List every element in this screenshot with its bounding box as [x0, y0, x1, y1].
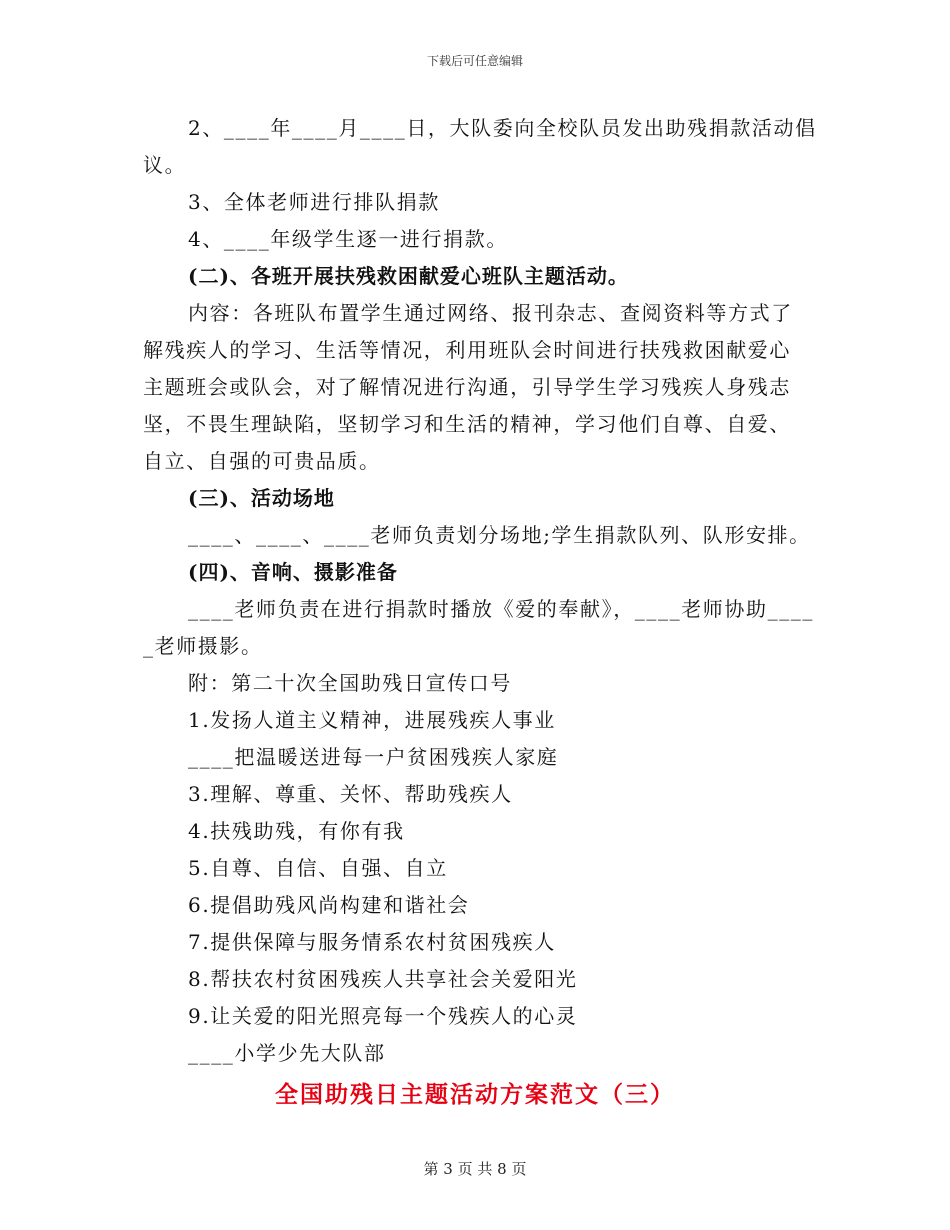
section-heading: (三)、活动场地 [188, 486, 335, 510]
slogan-item: 1.发扬人道主义精神，进展残疾人事业 [188, 708, 556, 732]
paragraph-line: 坚，不畏生理缺陷，坚韧学习和生活的精神，学习他们自尊、自爱、 [143, 412, 791, 436]
paragraph-line: _老师摄影。 [143, 634, 263, 658]
section-heading: (四)、音响、摄影准备 [188, 560, 398, 584]
slogan-item: 7.提供保障与服务情系农村贫困残疾人 [188, 930, 556, 954]
slogan-item: 3.理解、尊重、关怀、帮助残疾人 [188, 782, 513, 806]
paragraph-line: ____、____、____老师负责划分场地;学生捐款队列、队形安排。 [188, 523, 811, 547]
slogan-item: ____把温暖送进每一户贫困残疾人家庭 [188, 745, 559, 769]
paragraph-line: 议。 [143, 153, 187, 177]
section-title: 全国助残日主题活动方案范文（三） [275, 1081, 675, 1108]
signature-line: ____小学少先大队部 [188, 1041, 386, 1065]
paragraph-line: 3、全体老师进行排队捐款 [188, 190, 440, 214]
slogan-item: 4.扶残助残，有你有我 [188, 819, 405, 843]
slogan-item: 8.帮扶农村贫困残疾人共享社会关爱阳光 [188, 967, 578, 991]
paragraph-line: ____老师负责在进行捐款时播放《爱的奉献》，____老师协助____ [188, 597, 814, 621]
section-heading: (二)、各班开展扶残救困献爱心班队主题活动。 [188, 264, 629, 288]
page-footer: 第 3 页 共 8 页 [423, 1160, 527, 1178]
page-header: 下载后可任意编辑 [426, 54, 523, 68]
slogan-item: 5.自尊、自信、自强、自立 [188, 856, 448, 880]
paragraph-line: 内容：各班队布置学生通过网络、报刊杂志、查阅资料等方式了 [188, 301, 793, 325]
paragraph-line: 2、____年____月____日，大队委向全校队员发出助残捐款活动倡 [188, 116, 817, 140]
paragraph-line: 4、____年级学生逐一进行捐款。 [188, 227, 508, 251]
paragraph-line: 解残疾人的学习、生活等情况，利用班队会时间进行扶残救困献爱心 [143, 338, 791, 362]
slogan-item: 9.让关爱的阳光照亮每一个残疾人的心灵 [188, 1004, 578, 1028]
slogan-item: 6.提倡助残风尚构建和谐社会 [188, 893, 470, 917]
paragraph-line: 自立、自强的可贵品质。 [143, 449, 381, 473]
paragraph-line: 附：第二十次全国助残日宣传口号 [188, 671, 512, 695]
paragraph-line: 主题班会或队会，对了解情况进行沟通，引导学生学习残疾人身残志 [143, 375, 791, 399]
